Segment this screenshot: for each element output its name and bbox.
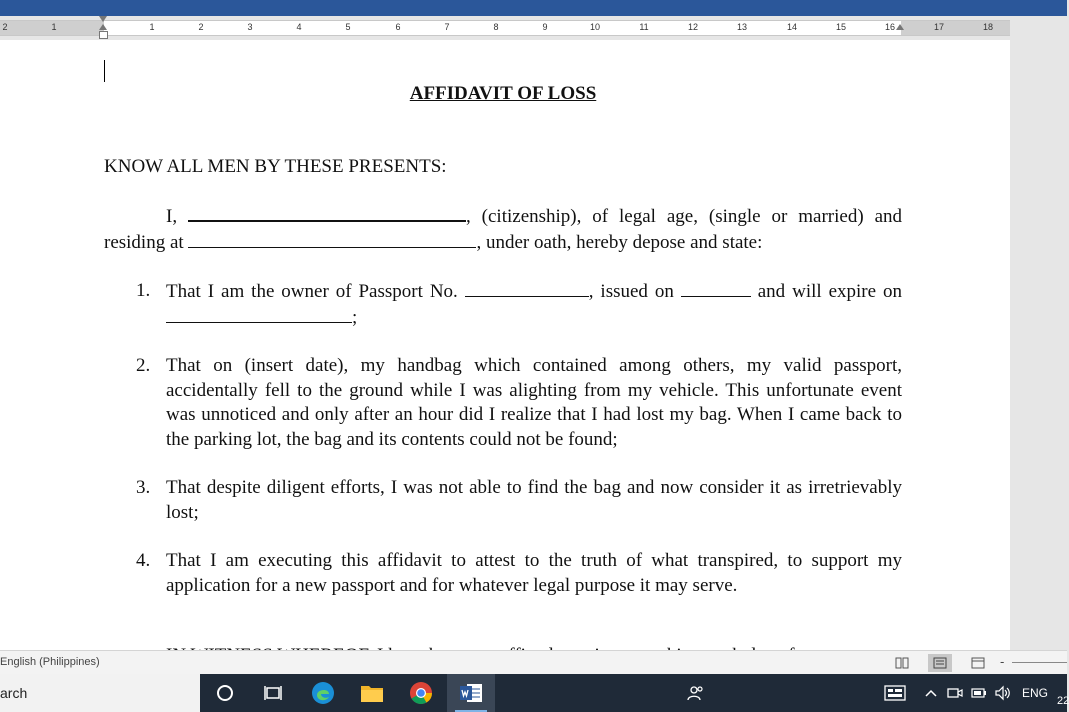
name-blank [188, 203, 466, 222]
intro-paragraph [104, 203, 902, 255]
ruler-number: 1 [149, 22, 155, 32]
list-item [104, 279, 902, 330]
preamble-line: KNOW ALL MEN BY THESE PRESENTS: [104, 155, 447, 177]
windows-taskbar [0, 674, 1067, 712]
file-explorer-button[interactable] [348, 674, 396, 712]
ruler-number: 17 [933, 22, 945, 32]
volume-button[interactable] [992, 674, 1014, 712]
task-view-cortana-button[interactable] [201, 674, 249, 712]
list-item [104, 354, 902, 452]
word-app-button[interactable] [447, 674, 495, 712]
chrome-browser-button[interactable] [397, 674, 445, 712]
expiry-date-blank [166, 305, 352, 323]
item-text: That I am the owner of Passport No. [166, 281, 465, 302]
people-button[interactable] [672, 674, 720, 712]
people-icon [687, 685, 705, 701]
item-text: and will expire on [750, 281, 903, 302]
left-indent-marker[interactable] [99, 31, 108, 39]
list-number: 3. [136, 477, 151, 498]
document-title: AFFIDAVIT OF LOSS [409, 83, 597, 104]
ruler-number: 1 [51, 22, 57, 32]
language-indicator[interactable]: English (Philippines) [0, 656, 100, 668]
edge-browser-button[interactable] [299, 674, 347, 712]
list-number: 1. [136, 280, 151, 301]
print-layout-button[interactable] [928, 654, 952, 672]
passport-number-blank [465, 279, 589, 297]
chevron-up-icon [925, 689, 937, 697]
statement-list [104, 279, 902, 598]
item-text: That on (insert date), my handbag which contained among others, my valid passport, accidentally fell to the ground while I was alighting from my vehicle. This unfortunate event was unnoticed and only after an hour did I realize that I had lost my bag. When I came back to the parking lot, the bag and its contents could not be found; [166, 355, 902, 450]
ruler-number: 18 [982, 22, 994, 32]
ruler-number: 13 [736, 22, 748, 32]
intro-text-2: , (citizenship), of legal age, (single or married) and residing at [104, 206, 902, 253]
ruler-number: 3 [247, 22, 253, 32]
document-canvas[interactable] [0, 40, 1067, 648]
chrome-icon [409, 681, 433, 705]
ruler-right-margin [901, 21, 1010, 35]
ruler-number: 15 [835, 22, 847, 32]
ruler-number: 10 [589, 22, 601, 32]
item-text: That despite diligent efforts, I was not able to find the bag and now consider it as irretrievably lost; [166, 477, 902, 523]
document-body[interactable] [104, 80, 902, 622]
folder-icon [360, 683, 384, 703]
taskbar-search-box[interactable] [0, 674, 200, 712]
ruler-number: 8 [493, 22, 499, 32]
web-layout-button[interactable] [966, 654, 990, 672]
ruler-track [0, 20, 1010, 36]
list-number: 2. [136, 355, 151, 376]
zoom-slider[interactable] [1012, 662, 1067, 663]
list-number: 4. [136, 550, 151, 571]
item-text: That I am executing this affidavit to attest to the truth of what transpired, to support my application for a new passport and for whatever legal purpose it may serve. [166, 550, 902, 596]
task-view-icon [264, 685, 282, 701]
item-text: , issued on [588, 281, 681, 302]
horizontal-ruler[interactable] [0, 16, 1067, 40]
item-text: ; [352, 306, 358, 328]
taskbar-overview-button[interactable] [872, 674, 918, 712]
ruler-number: 4 [296, 22, 302, 32]
list-item [104, 476, 902, 525]
web-layout-icon [971, 657, 985, 669]
cortana-circle-icon [216, 684, 234, 702]
status-bar [0, 650, 1067, 675]
ruler-number: 2 [198, 22, 204, 32]
read-mode-icon [895, 657, 909, 669]
intro-text-1: I, [166, 206, 188, 227]
zoom-out-button[interactable]: - [1000, 654, 1005, 669]
task-view-button[interactable] [249, 674, 297, 712]
intro-text-3: , under oath, hereby depose and state: [476, 231, 763, 253]
read-mode-button[interactable] [890, 654, 914, 672]
ruler-number: 2 [2, 22, 8, 32]
display-icon [884, 685, 906, 701]
word-icon [459, 682, 483, 704]
edge-icon [311, 681, 335, 705]
show-hidden-icons-button[interactable] [920, 674, 942, 712]
document-page[interactable] [0, 40, 1010, 660]
clock[interactable]: 22 [1057, 695, 1069, 707]
ruler-number: 16 [884, 22, 896, 32]
ruler-number: 14 [786, 22, 798, 32]
search-text: arch [0, 685, 28, 701]
input-language-indicator[interactable]: ENG [1022, 686, 1049, 700]
list-item [104, 549, 902, 598]
ruler-number: 11 [639, 22, 649, 32]
first-line-indent-marker[interactable] [99, 16, 107, 22]
ruler-number: 6 [395, 22, 401, 32]
issue-date-blank [681, 279, 751, 297]
battery-icon [971, 688, 987, 698]
right-indent-marker[interactable] [896, 24, 904, 30]
ruler-number: 5 [345, 22, 351, 32]
print-layout-icon [933, 657, 947, 669]
text-cursor [104, 60, 105, 82]
meet-now-button[interactable] [944, 674, 966, 712]
ruler-number: 9 [542, 22, 548, 32]
hanging-indent-marker[interactable] [99, 24, 107, 30]
title-bar [0, 0, 1067, 16]
ruler-number: 12 [687, 22, 699, 32]
address-blank [188, 230, 476, 248]
battery-button[interactable] [968, 674, 990, 712]
ruler-number: 7 [444, 22, 450, 32]
speaker-icon [995, 686, 1011, 700]
camera-icon [947, 686, 963, 700]
